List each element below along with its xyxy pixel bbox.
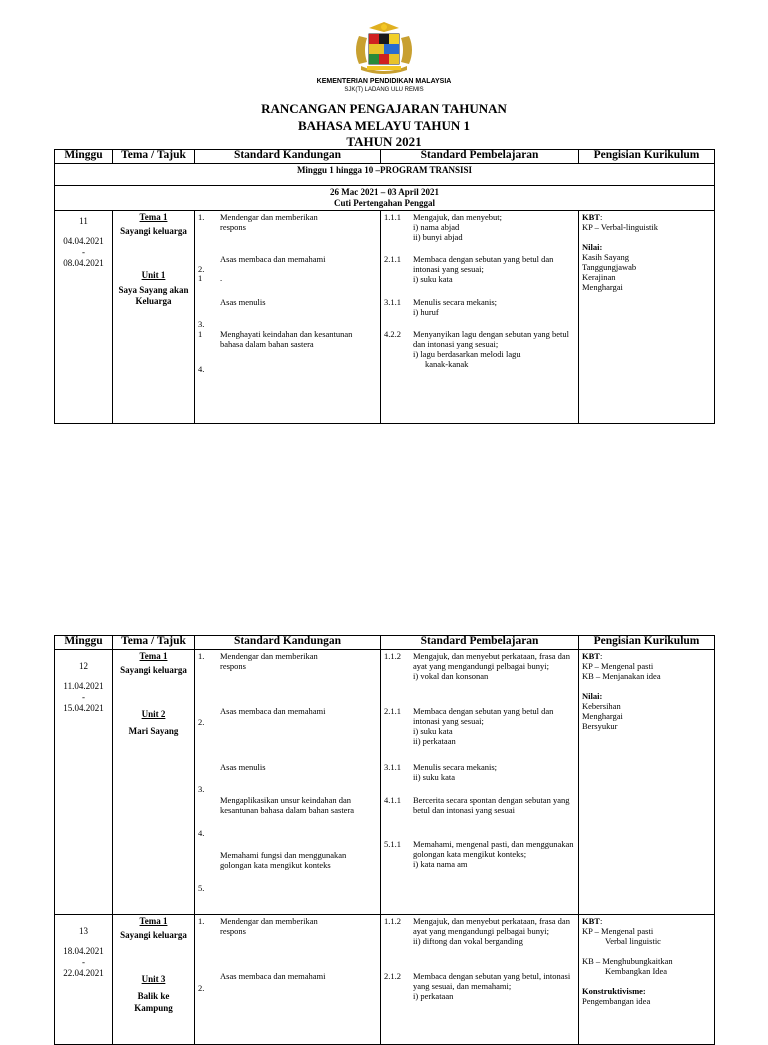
school-name: SJK(T) LADANG ULU REMIS [344, 87, 424, 93]
sk-cell [195, 211, 381, 424]
sk-num: 4. [198, 828, 205, 838]
plan-table-1 [54, 149, 715, 424]
sk-item: Asas membaca dan memahami [220, 254, 326, 264]
col-sk: Standard Kandungan [195, 150, 381, 164]
pk-cell: KBT: KP – Mengenal pasti KB – Menjanakan idea Nilai: Kebersihan Menghargai Bersyukur [579, 650, 715, 915]
week-number: 12 [79, 661, 88, 671]
sp-code: 3.1.1 [384, 762, 401, 772]
sp-line: i) suku kata [413, 726, 453, 736]
tema-label: Tema 1 [139, 916, 168, 926]
col-minggu: Minggu [55, 150, 113, 164]
unit-label: Unit 1 [141, 270, 166, 280]
sk-item: Mengaplikasikan unsur keindahan dan kesantunan bahasa dalam bahan sastera [220, 795, 355, 815]
tema-name: Sayangi keluarga [120, 226, 187, 236]
sp-line: ii) bunyi abjad [413, 232, 463, 242]
table-header-row [55, 150, 715, 164]
konst-label: Konstruktivisme: [582, 986, 646, 996]
tema-label: Tema 1 [139, 212, 168, 222]
nilai-item: Bersyukur [582, 721, 618, 731]
week-start: 18.04.2021 [63, 946, 104, 956]
tema-cell [113, 915, 195, 1045]
sk-cell [195, 650, 381, 915]
sk-num: 1 [198, 273, 203, 283]
col-tema: Tema / Tajuk [113, 636, 195, 650]
kbt-item: KB – Menjanakan idea [582, 671, 661, 681]
sp-code: 4.2.2 [384, 329, 401, 339]
sp-line: Menulis secara mekanis; [413, 297, 498, 307]
sk-item: Asas menulis [220, 762, 266, 772]
ministry-name: KEMENTERIAN PENDIDIKAN MALAYSIA [316, 78, 452, 85]
sp-line: Bercerita secara spontan dengan sebutan yang betul dan intonasi yang sesuai [413, 795, 570, 815]
col-pk: Pengisian Kurikulum [579, 636, 715, 650]
week-number: 13 [79, 926, 88, 936]
tema-label: Tema 1 [139, 651, 168, 661]
col-tema: Tema / Tajuk [113, 150, 195, 164]
sp-line: kanak-kanak [425, 359, 469, 369]
col-minggu: Minggu [55, 636, 113, 650]
sp-cell [381, 211, 579, 424]
sp-code: 2.1.2 [384, 971, 401, 981]
week-start: 11.04.2021 [63, 681, 104, 691]
sk-num: 3. [198, 319, 205, 329]
pk-cell: KBT: KP – Mengenal pasti Verbal linguistic KB – Menghubungkaitkan Kembangkan Idea Konstruktivisme: Pengembangan idea [579, 915, 715, 1045]
sk-num: 1. [198, 916, 205, 926]
cuti-label: Cuti Pertengahan Penggal [334, 198, 435, 208]
sp-code: 1.1.1 [384, 212, 401, 222]
unit-name: Saya Sayang akan Keluarga [118, 285, 189, 306]
sp-line: Membaca dengan sebutan yang betul, intonasi yang sesuai, dan memahami; [413, 971, 571, 991]
konst-item: Pengembangan idea [582, 996, 651, 1006]
sp-line: Mengajuk, dan menyebut perkataan, frasa dan ayat yang mengandungi pelbagai bunyi; [413, 916, 570, 936]
sk-item: . [220, 273, 223, 283]
transisi-row [55, 164, 715, 186]
sp-code: 1.1.2 [384, 651, 401, 661]
kbt-item: Kembangkan Idea [605, 966, 668, 976]
kbt-label: KBT [582, 212, 600, 222]
sk-num: 4. [198, 364, 205, 374]
sp-line: ii) diftong dan vokal berganding [413, 936, 523, 946]
col-sk: Standard Kandungan [195, 636, 381, 650]
sk-item: Asas menulis [220, 297, 266, 307]
sk-item: Mendengar dan memberikan respons [220, 916, 318, 936]
sp-line: i) suku kata [413, 274, 453, 284]
plan-table-2 [54, 635, 715, 1045]
sp-code: 2.1.1 [384, 706, 401, 716]
unit-label: Unit 3 [141, 974, 166, 984]
sk-num: 5. [198, 883, 205, 893]
nilai-label: Nilai: [582, 691, 603, 701]
sp-code: 3.1.1 [384, 297, 401, 307]
nilai-item: Menghargai [582, 711, 623, 721]
week-row-12 [55, 650, 715, 915]
sk-num: 3. [198, 784, 205, 794]
week-cell [55, 211, 113, 424]
sp-code: 2.1.1 [384, 254, 401, 264]
sk-cell [195, 915, 381, 1045]
sk-num: 2. [198, 983, 205, 993]
sk-item: Mendengar dan memberikan respons [220, 212, 318, 232]
kbt-label: KBT [582, 651, 600, 661]
sp-code: 1.1.2 [384, 916, 401, 926]
cuti-row [55, 186, 715, 211]
sk-num: 2. [198, 717, 205, 727]
sp-line: Membaca dengan sebutan yang betul dan intonasi yang sesuai; [413, 254, 554, 274]
sp-line: ii) perkataan [413, 736, 456, 746]
sp-code: 5.1.1 [384, 839, 401, 849]
sp-line: i) perkataan [413, 991, 454, 1001]
nilai-item: Kerajinan [582, 272, 616, 282]
sp-line: Menulis secara mekanis; [413, 762, 498, 772]
week-number: 11 [79, 216, 88, 226]
week-dash: - [82, 692, 85, 702]
sp-line: i) huruf [413, 307, 439, 317]
week-start: 04.04.2021 [63, 236, 104, 246]
week-end: 22.04.2021 [63, 968, 104, 978]
cuti-date: 26 Mac 2021 – 03 April 2021 [330, 187, 439, 197]
week-dash: - [82, 957, 85, 967]
sp-line: Membaca dengan sebutan yang betul dan intonasi yang sesuai; [413, 706, 554, 726]
sk-num: 1 [198, 329, 203, 339]
sk-item: Asas membaca dan memahami [220, 971, 326, 981]
sp-cell [381, 915, 579, 1045]
week-row-11 [55, 211, 715, 424]
week-cell [55, 650, 113, 915]
tema-name: Sayangi keluarga [120, 930, 187, 940]
kbt-item: KP – Verbal-linguistik [582, 222, 659, 232]
week-dash: - [82, 247, 85, 257]
kbt-item: KB – Menghubungkaitkan [582, 956, 673, 966]
week-end: 08.04.2021 [63, 258, 104, 268]
kbt-item: KP – Mengenal pasti [582, 661, 654, 671]
kbt-label: KBT [582, 916, 600, 926]
sk-item: Menghayati keindahan dan kesantunan bahasa dalam bahan sastera [220, 329, 353, 349]
malaysia-crest-logo [347, 22, 421, 76]
tema-name: Sayangi keluarga [120, 665, 187, 675]
sp-line: i) kata nama am [413, 859, 468, 869]
sk-num: 1. [198, 651, 205, 661]
col-sp: Standard Pembelajaran [381, 636, 579, 650]
doc-subtitle: BAHASA MELAYU TAHUN 1 [297, 118, 471, 133]
sk-item: Mendengar dan memberikan respons [220, 651, 318, 671]
week-row-13 [55, 915, 715, 1045]
sp-code: 4.1.1 [384, 795, 401, 805]
sk-item: Asas membaca dan memahami [220, 706, 326, 716]
sp-line: Mengajuk, dan menyebut; [413, 212, 502, 222]
unit-name: Balik ke Kampung [134, 991, 173, 1013]
table-header-row [55, 636, 715, 650]
tema-cell [113, 211, 195, 424]
nilai-item: Kebersihan [582, 701, 621, 711]
doc-title: RANCANGAN PENGAJARAN TAHUNAN [261, 101, 507, 116]
sk-item: Memahami fungsi dan menggunakan golongan kata mengikut konteks [220, 850, 347, 870]
sp-line: Mengajuk, dan menyebut perkataan, frasa dan ayat yang mengandungi pelbagai bunyi; [413, 651, 570, 671]
sp-line: Memahami, mengenal pasti, dan menggunakan golongan kata mengikut konteks; [413, 839, 574, 859]
unit-name: Mari Sayang [128, 726, 179, 736]
kbt-item: Verbal linguistic [605, 936, 661, 946]
sk-num: 2. [198, 264, 205, 274]
nilai-item: Tanggungjawab [582, 262, 637, 272]
col-sp: Standard Pembelajaran [381, 150, 579, 164]
nilai-item: Menghargai [582, 282, 623, 292]
unit-label: Unit 2 [141, 709, 166, 719]
tema-cell [113, 650, 195, 915]
sp-line: i) vokal dan konsonan [413, 671, 489, 681]
sp-line: i) nama abjad [413, 222, 460, 232]
pk-cell: KBT: KP – Verbal-linguistik Nilai: Kasih Sayang Tanggungjawab Kerajinan Menghargai [579, 211, 715, 424]
sp-cell [381, 650, 579, 915]
nilai-item: Kasih Sayang [582, 252, 629, 262]
kbt-item: KP – Mengenal pasti [582, 926, 654, 936]
sp-line: i) lagu berdasarkan melodi lagu [413, 349, 521, 359]
week-end: 15.04.2021 [63, 703, 104, 713]
nilai-label: Nilai: [582, 242, 603, 252]
doc-year: TAHUN 2021 [346, 134, 422, 149]
sp-line: Menyanyikan lagu dengan sebutan yang betul dan intonasi yang sesuai; [413, 329, 570, 349]
transisi-text: Minggu 1 hingga 10 –PROGRAM TRANSISI [55, 164, 715, 186]
col-pk: Pengisian Kurikulum [579, 150, 715, 164]
sk-num: 1. [198, 212, 205, 222]
week-cell [55, 915, 113, 1045]
sp-line: ii) suku kata [413, 772, 456, 782]
